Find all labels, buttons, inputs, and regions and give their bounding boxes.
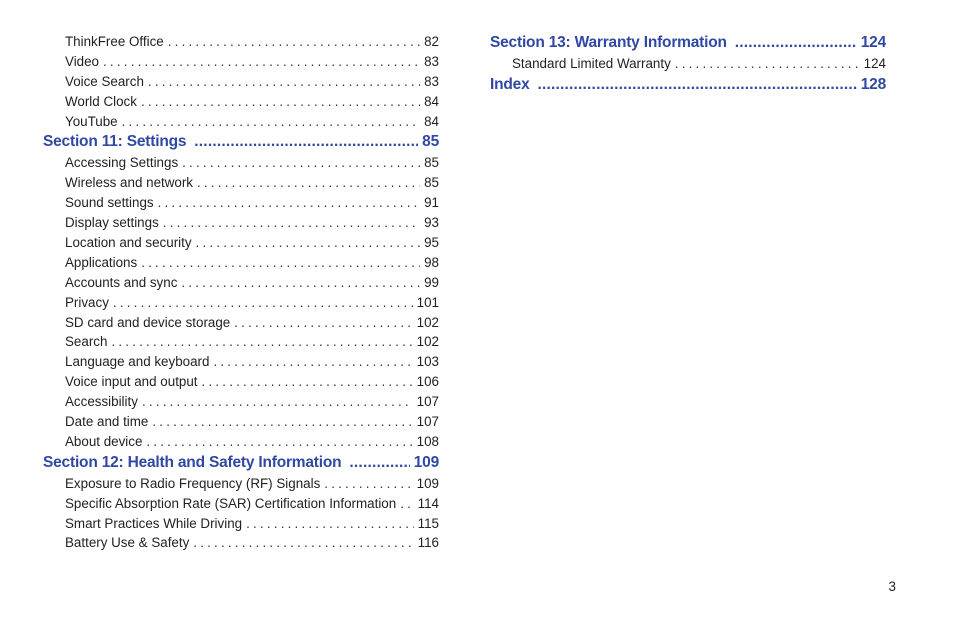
dot-leader: [400, 496, 413, 511]
toc-label: Voice input and output: [65, 374, 198, 390]
dot-leader: [148, 74, 420, 89]
toc-label: Accessing Settings: [65, 155, 179, 171]
toc-entry[interactable]: [43, 155, 439, 175]
dot-leader: [537, 76, 856, 94]
toc-page-number: 106: [416, 374, 439, 390]
page-number: 3: [888, 579, 896, 594]
toc-label: Smart Practices While Driving: [65, 515, 243, 531]
toc-label: Wireless and network: [65, 175, 194, 191]
toc-label: Video: [65, 53, 100, 69]
dot-leader: [193, 535, 413, 550]
toc-page-number: 109: [416, 475, 439, 491]
toc-entry[interactable]: [43, 315, 439, 335]
toc-section-heading[interactable]: [490, 76, 886, 98]
toc-page-number: 85: [422, 133, 439, 151]
dot-leader: [146, 434, 412, 449]
toc-page-number: 99: [424, 274, 439, 290]
dot-leader: [197, 175, 420, 190]
dot-leader: [122, 114, 420, 129]
toc-page-number: 84: [424, 93, 439, 109]
toc-entry[interactable]: [43, 535, 439, 555]
toc-entry[interactable]: [43, 255, 439, 275]
toc-label: World Clock: [65, 93, 137, 109]
dot-leader: [202, 374, 413, 389]
dot-leader: [246, 516, 414, 531]
toc-entry[interactable]: [43, 354, 439, 374]
toc-page-number: 101: [416, 294, 439, 310]
toc-left-column: [43, 34, 439, 555]
toc-entry[interactable]: [43, 434, 439, 454]
toc-label: Language and keyboard: [65, 354, 210, 370]
toc-entry[interactable]: [43, 34, 439, 54]
toc-label: Location and security: [65, 235, 192, 251]
toc-section-heading[interactable]: [43, 454, 439, 476]
toc-label: ThinkFree Office: [65, 34, 164, 49]
toc-section-heading[interactable]: [43, 133, 439, 155]
toc-entry[interactable]: [43, 94, 439, 114]
toc-page-number: 83: [424, 53, 439, 69]
toc-entry[interactable]: [43, 374, 439, 394]
toc-label: Exposure to Radio Frequency (RF) Signals: [65, 475, 321, 491]
toc-page-number: 84: [424, 113, 439, 129]
toc-label: Accounts and sync: [65, 274, 178, 290]
toc-entry[interactable]: [43, 394, 439, 414]
dot-leader: [675, 56, 860, 71]
toc-label: YouTube: [65, 113, 118, 129]
toc-entry[interactable]: [490, 56, 886, 76]
toc-page-number: 103: [416, 354, 439, 370]
dot-leader: [168, 34, 420, 49]
dot-leader: [181, 275, 420, 290]
toc-label: Section 13: Warranty Information: [490, 34, 727, 51]
toc-entry[interactable]: [43, 175, 439, 195]
toc-page-number: 109: [413, 453, 439, 471]
toc-page-number: 93: [424, 215, 439, 231]
toc-label: Index: [490, 75, 530, 93]
toc-page-number: 83: [424, 73, 439, 89]
dot-leader: [141, 255, 420, 270]
toc-page-number: 85: [424, 175, 439, 191]
toc-page-number: 108: [416, 433, 439, 449]
toc-entry[interactable]: [43, 334, 439, 354]
toc-entry[interactable]: [43, 114, 439, 134]
toc-label: Section 11: Settings: [43, 133, 187, 151]
dot-leader: [113, 295, 413, 310]
toc-label: Sound settings: [65, 195, 154, 211]
toc-page-number: 102: [416, 334, 439, 350]
toc-entry[interactable]: [43, 476, 439, 496]
toc-label: Voice Search: [65, 73, 144, 89]
dot-leader: [141, 94, 420, 109]
toc-page-number: 91: [424, 195, 439, 211]
dot-leader: [234, 315, 412, 330]
toc-label: Section 12: Health and Safety Information: [43, 453, 342, 471]
toc-label: About device: [65, 433, 143, 449]
dot-leader: [142, 394, 413, 409]
toc-entry[interactable]: [43, 195, 439, 215]
toc-page-number: 114: [417, 495, 439, 511]
dot-leader: [182, 155, 420, 170]
toc-entry[interactable]: [43, 74, 439, 94]
toc-entry[interactable]: [43, 496, 439, 516]
toc-page-number: 107: [416, 394, 439, 410]
toc-page-number: 95: [424, 235, 439, 251]
toc-page-number: 115: [417, 515, 439, 531]
toc-page-number: 124: [860, 34, 886, 51]
toc-entry[interactable]: [43, 516, 439, 536]
dot-leader: [213, 354, 412, 369]
toc-page-number: 124: [863, 56, 886, 71]
toc-page-number: 107: [416, 414, 439, 430]
toc-page-number: 85: [424, 155, 439, 171]
dot-leader: [735, 34, 857, 52]
toc-page-number: 128: [860, 75, 886, 93]
toc-entry[interactable]: [43, 215, 439, 235]
toc-entry[interactable]: [43, 295, 439, 315]
toc-entry[interactable]: [43, 54, 439, 74]
dot-leader: [163, 215, 420, 230]
toc-section-heading[interactable]: [490, 34, 886, 56]
toc-page-number: 82: [424, 34, 439, 49]
toc-label: Privacy: [65, 294, 109, 310]
toc-entry[interactable]: [43, 275, 439, 295]
toc-label: Battery Use & Safety: [65, 535, 190, 551]
toc-label: Applications: [65, 254, 138, 270]
toc-label: Date and time: [65, 414, 149, 430]
dot-leader: [196, 235, 421, 250]
dot-leader: [103, 54, 420, 69]
dot-leader: [194, 133, 418, 151]
dot-leader: [152, 414, 412, 429]
toc-label: Accessibility: [65, 394, 138, 410]
toc-label: Standard Limited Warranty: [512, 56, 671, 71]
toc-page-number: 98: [424, 254, 439, 270]
toc-label: Search: [65, 334, 108, 350]
dot-leader: [111, 334, 412, 349]
toc-right-column: [490, 34, 886, 98]
dot-leader: [349, 454, 409, 472]
dot-leader: [158, 195, 421, 210]
toc-entry[interactable]: [43, 414, 439, 434]
toc-label: Display settings: [65, 215, 159, 231]
toc-label: Specific Absorption Rate (SAR) Certification Information: [65, 495, 397, 511]
toc-label: SD card and device storage: [65, 314, 231, 330]
toc-page-number: 102: [416, 314, 439, 330]
dot-leader: [324, 476, 412, 491]
toc-page-number: 116: [417, 535, 439, 551]
toc-entry[interactable]: [43, 235, 439, 255]
